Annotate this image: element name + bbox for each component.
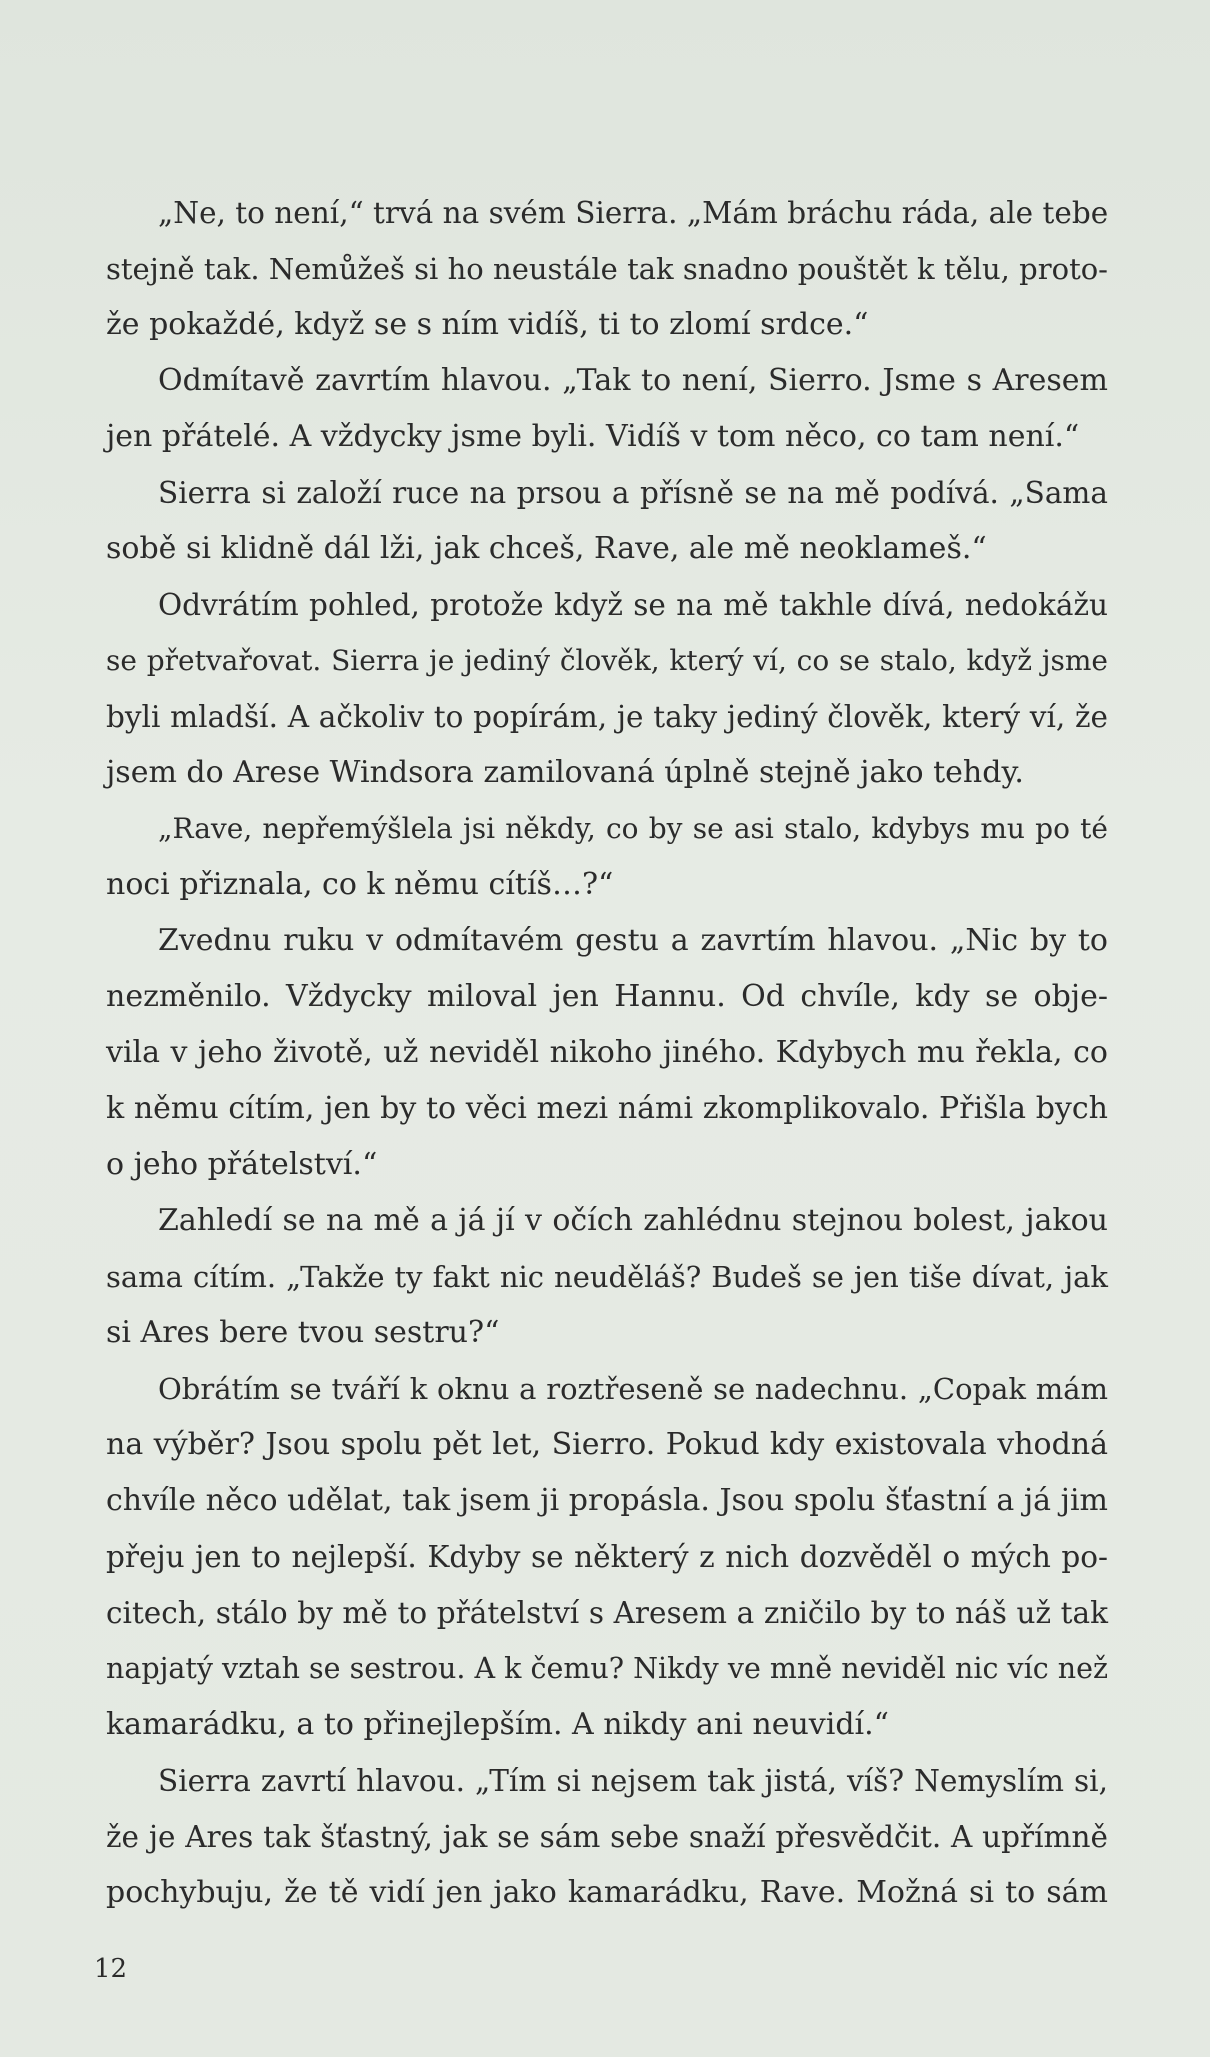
paragraph	[106, 1753, 1108, 1921]
text-line: byli mladší. A ačkoliv to popírám, je taky jediný člověk, který ví, že	[106, 700, 1108, 734]
text-line: že je Ares tak šťastný, jak se sám sebe snaží přesvědčit. A upřímně	[106, 1820, 1108, 1854]
paragraph	[106, 1193, 1108, 1361]
body-text	[106, 185, 1108, 1921]
text-line: Zvednu ruku v odmítavém gestu a zavrtím hlavou. „Nic by to	[158, 923, 1108, 958]
text-line: Obrátím se tváří k oknu a roztřeseně se nadechnu. „Copak mám	[158, 1372, 1108, 1406]
text-line: přeju jen to nejlepší. Kdyby se některý z nich dozvěděl o mých po-	[106, 1540, 1108, 1574]
text-line: k němu cítím, jen by to věci mezi námi zkomplikovalo. Přišla bych	[106, 1091, 1108, 1126]
text-line: pochybuju, že tě vidí jen jako kamarádku, Rave. Možná si to sám	[106, 1875, 1108, 1910]
text-line: nezměnilo. Vždycky miloval jen Hannu. Od chvíle, kdy se obje-	[106, 979, 1108, 1014]
text-line: kamarádku, a to přinejlepším. A nikdy ani neuvidí.“	[106, 1707, 889, 1742]
text-line: chvíle něco udělat, tak jsem ji propásla. Jsou spolu šťastní a já jim	[106, 1483, 1108, 1518]
text-line: na výběr? Jsou spolu pět let, Sierro. Pokud kdy existovala vhodná	[106, 1427, 1108, 1462]
text-line: sobě si klidně dál lži, jak chceš, Rave, ale mě neoklameš.“	[106, 531, 987, 566]
text-line: vila v jeho životě, už neviděl nikoho jiného. Kdybych mu řekla, co	[106, 1035, 1108, 1070]
paragraph	[106, 1361, 1108, 1753]
text-line: o jeho přátelství.“	[106, 1147, 378, 1182]
text-line: jen přátelé. A vždycky jsme byli. Vidíš v tom něco, co tam není.“	[106, 419, 1080, 454]
text-line: sama cítím. „Takže ty fakt nic neuděláš? Budeš se jen tiše dívat, jak	[106, 1260, 1108, 1294]
paragraph	[106, 185, 1108, 353]
text-line: že pokaždé, když se s ním vidíš, ti to zlomí srdce.“	[106, 307, 869, 342]
text-line: Zahledí se na mě a já jí v očích zahlédnu stejnou bolest, jakou	[158, 1203, 1108, 1238]
text-line: napjatý vztah se sestrou. A k čemu? Nikdy ve mně neviděl nic víc než	[106, 1652, 1108, 1685]
paragraph	[106, 913, 1108, 1193]
text-line: Sierra si založí ruce na prsou a přísně se na mě podívá. „Sama	[158, 476, 1108, 510]
text-line: si Ares bere tvou sestru?“	[106, 1315, 500, 1350]
text-line: Odvrátím pohled, protože když se na mě takhle dívá, nedokážu	[158, 588, 1108, 622]
text-line: „Rave, nepřemýšlela jsi někdy, co by se asi stalo, kdybys mu po té	[158, 812, 1108, 845]
text-line: „Ne, to není,“ trvá na svém Sierra. „Mám bráchu ráda, ale tebe	[158, 196, 1109, 230]
text-line: citech, stálo by mě to přátelství s Aresem a zničilo by to náš už tak	[106, 1596, 1108, 1630]
page-number: 12	[94, 1954, 128, 1984]
paragraph	[106, 577, 1108, 801]
paragraph	[106, 801, 1108, 913]
text-line: noci přiznala, co k němu cítíš…?“	[106, 867, 614, 902]
text-line: Sierra zavrtí hlavou. „Tím si nejsem tak jistá, víš? Nemyslím si,	[158, 1764, 1108, 1798]
text-line: stejně tak. Nemůžeš si ho neustále tak snadno pouštět k tělu, proto-	[106, 252, 1108, 286]
text-line: Odmítavě zavrtím hlavou. „Tak to není, Sierro. Jsme s Aresem	[158, 363, 1108, 398]
text-line: jsem do Arese Windsora zamilovaná úplně stejně jako tehdy.	[106, 755, 1024, 790]
text-line: se přetvařovat. Sierra je jediný člověk, který ví, co se stalo, když jsme	[106, 644, 1108, 677]
paragraph	[106, 353, 1108, 465]
paragraph	[106, 465, 1108, 577]
